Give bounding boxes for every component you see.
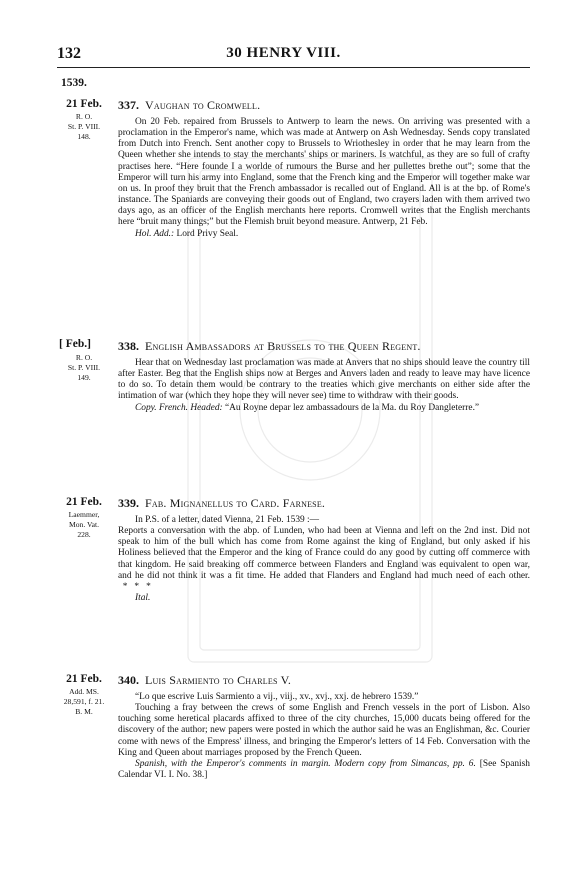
entry-body [118,692,530,781]
source-ref: 149. [77,373,91,382]
entry-margin [54,672,114,717]
source-ref: 228. [77,530,91,539]
entry-heading [118,496,538,510]
entry-number: 337. [118,98,139,112]
entry-date: 21 Feb. [66,673,102,685]
entry-paragraph: On 20 Feb. repaired from Brussels to Antwerp to learn the news. On arriving was presented with a proclamation in the Emperor's name, which was made at Antwerp on Ash Wednesday. Sends copy translated from Dutch into French. Sent another copy to Brussels to Wriothesley in order that he may learn from the Queen whether she intends to stay the merchants' ships or mariners. Is watchful, as they are so full of crafty practises here. “Here founde I a worlde of rumours the Burse and her pullettes brethe out”; some that the Emperor will turn his army into England, some that the French king and the Emperor will together make war on us. In proof they bruit that the French ambassador is recalled out of England. All is at the bp. of Rome's instance. The Spaniards are conveying their goods out of England, two crayers laden with them arrived two days ago, as an officer of the English merchants here reports. Cromwell writes that the English merchants here “bruit many things;” but the Flemish bruit beyond measure. Antwerp, 21 Feb. [118,117,530,228]
entry-number: 339. [118,496,139,510]
entry-margin [54,97,114,142]
entry-heading [118,98,538,112]
source-ref: 148. [77,132,91,141]
entry-body [118,358,530,414]
entry-number: 340. [118,673,139,687]
entry-title: Luis Sarmiento to Charles V. [145,673,292,687]
source-ref: St. P. VIII. [67,363,101,372]
note-italic: Copy. French. Headed: [135,402,223,413]
year-heading: 1539. [61,77,87,89]
entry-title: Vaughan to Cromwell. [145,98,261,112]
entry-title: Fab. Mignanellus to Card. Farnese. [145,496,326,510]
page-number: 132 [57,45,81,62]
entry-paragraph: “Lo que escrive Luis Sarmiento a vij., viij., xv., xvj., xxj. de hebrero 1539.” [135,692,419,702]
note-plain: Lord Privy Seal. [174,228,239,239]
entry-date: 21 Feb. [66,98,102,110]
entry-body [118,117,530,240]
source-ref: R. O. [75,353,93,362]
entry-number: 338. [118,339,139,353]
source-ref: St. P. VIII. [67,122,101,131]
entry-date: [ Feb.] [59,338,91,350]
note-italic: Ital. [135,593,151,604]
source-ref: B. M. [75,707,93,716]
entry-heading [118,339,538,353]
note-italic: Hol. Add.: [135,228,175,239]
entry-note [118,403,530,414]
source-ref: Laemmer, [68,510,100,519]
header-rule [57,67,530,68]
note-italic: Spanish, with the Emperor's comments in margin. Modern copy from Simancas, pp. 6. [135,758,476,769]
entry-paragraph: Hear that on Wednesday last proclamation was made at Anvers that no ships should leave the country till after Easter. Beg that the English ships now at Berges and Anvers laden and ready to leave may have licence to do so. To detain them would be contrary to the treaties which give merchants on either side after the intimation of war (which they hope they will never see) time to withdraw with their goods. [118,358,530,402]
entry-body [118,515,530,604]
source-ref: 28,591, f. 21. [63,697,105,706]
entry-margin [54,353,114,383]
entry-heading [118,673,538,687]
entry-margin [54,495,114,540]
source-ref: Mon. Vat. [68,520,100,529]
entry-paragraph: Touching a fray between the crews of some English and French vessels in the port of Lisbon. Also touching some heretical placards affixed to three of the city churches, 15,000 ducats being offered for the discovery of the author; new papers were posted in which the author said he was an Englishman, &c. Courier come with news of the Empress' illness, and bringing the Emperor's letters of 14 Feb. Conversation with the King and Queen about marriages proposed by the French Queen. [118,703,530,758]
source-ref: Add. MS. [69,687,99,696]
source-ref: R. O. [75,112,93,121]
entry-title: English Ambassadors at Brussels to the Queen Regent. [145,339,421,353]
entry-paragraph: In P.S. of a letter, dated Vienna, 21 Feb. 1539 :— [135,515,320,525]
note-plain: [See Spanish Calendar VI. I. No. 38.] [118,758,530,781]
entry-note [118,229,530,240]
entry-note [118,759,530,781]
running-head: 30 HENRY VIII. [226,45,341,61]
entry-date: 21 Feb. [66,496,102,508]
entry-paragraph: Reports a conversation with the abp. of Lunden, who had been at Vienna and left on the 2nd inst. Did not speak to him of the bull which has come from Rome against the king of England, but only asked if his Holiness believed that the Emperor and the king of France could do any good by cutting off commerce with that kingdom. He said breaking off commerce between Flanders and England was equivalent to open war, and he did not think it was a fit time. He added that Flanders and England had much need of each other. * * * [118,526,530,592]
note-plain: “Au Royne depar lez ambassadours de la Ma. du Roy Dangleterre.” [222,402,480,413]
entry-note [118,593,530,604]
